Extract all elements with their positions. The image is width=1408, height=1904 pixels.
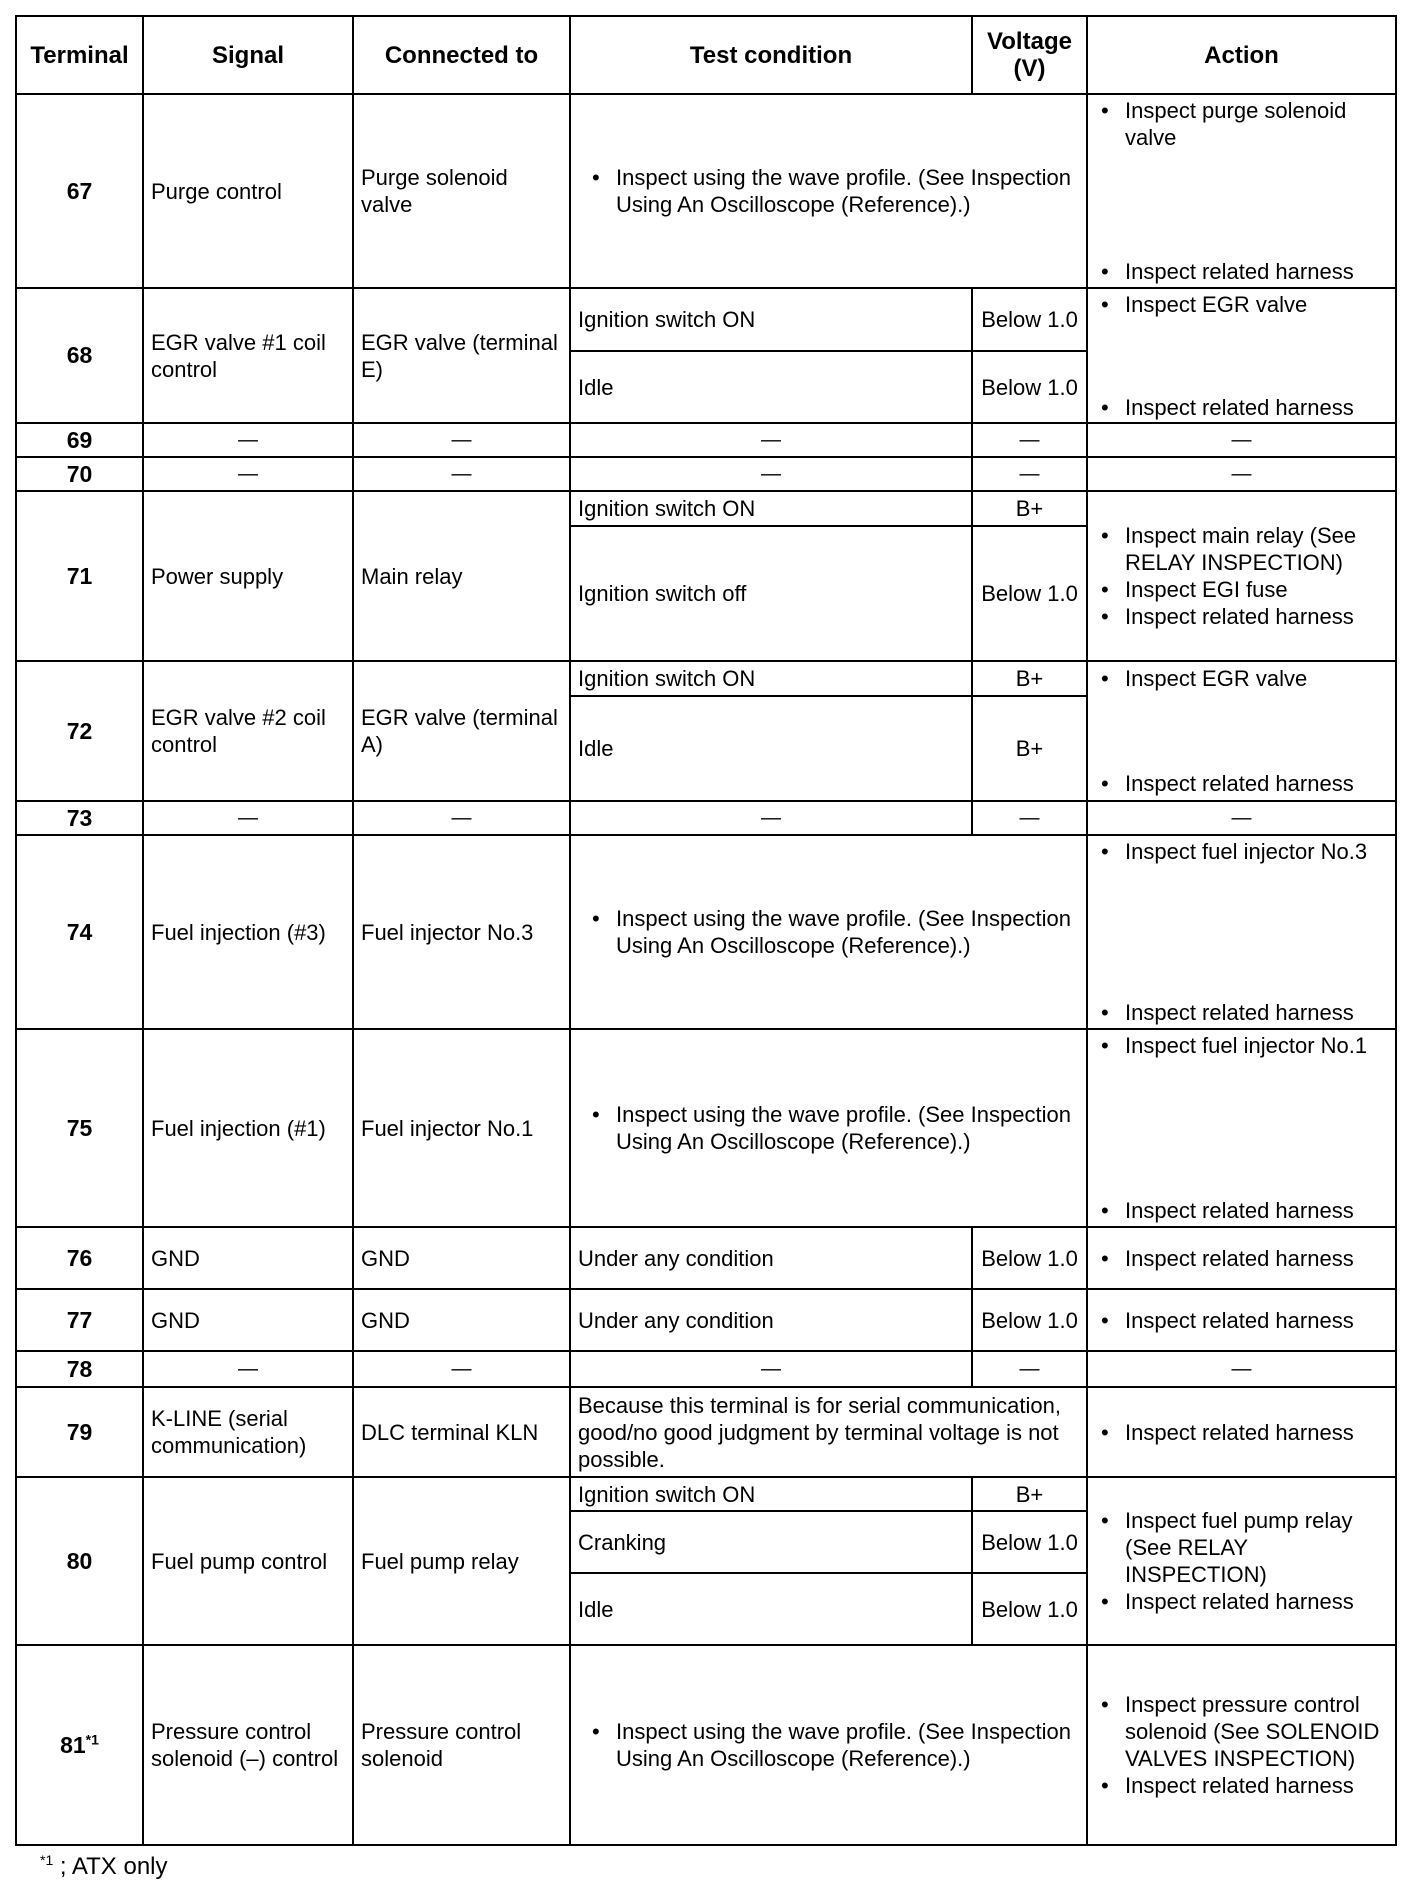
- action-item: • Inspect purge solenoid valve: [1095, 97, 1388, 151]
- test-condition-cell: —: [570, 423, 972, 457]
- test-condition-cell: Ignition switch off: [570, 526, 972, 661]
- footnote: [40, 1853, 168, 1881]
- action-list: [1095, 838, 1388, 1026]
- action-list: [1095, 97, 1388, 285]
- action-item: • Inspect fuel injector No.1: [1095, 1032, 1388, 1059]
- table-row: [16, 1029, 1396, 1227]
- table-row: [16, 1289, 1396, 1351]
- voltage-cell: B+: [972, 491, 1087, 526]
- header-signal: Signal: [143, 16, 353, 94]
- header-connected-to: Connected to: [353, 16, 570, 94]
- action-item: • Inspect related harness: [1095, 603, 1388, 630]
- signal-cell: —: [143, 423, 353, 457]
- test-condition-cell: Under any condition: [570, 1227, 972, 1289]
- table-row: [16, 423, 1396, 457]
- action-list: [1095, 1307, 1388, 1334]
- connected-cell: —: [353, 1351, 570, 1387]
- connected-cell: GND: [353, 1289, 570, 1351]
- test-condition-cell: Idle: [570, 351, 972, 423]
- test-condition-cell: [570, 1029, 1087, 1227]
- terminal-cell: [16, 1645, 143, 1845]
- action-cell: [1087, 1477, 1396, 1645]
- connected-cell: —: [353, 423, 570, 457]
- voltage-cell: Below 1.0: [972, 1289, 1087, 1351]
- connected-cell: —: [353, 801, 570, 835]
- terminal-cell: 70: [16, 457, 143, 491]
- test-condition-cell: Ignition switch ON: [570, 491, 972, 526]
- action-item: • Inspect fuel injector No.3: [1095, 838, 1388, 865]
- terminal-cell: 78: [16, 1351, 143, 1387]
- test-condition-cell: Idle: [570, 1573, 972, 1645]
- signal-cell: GND: [143, 1289, 353, 1351]
- voltage-cell: —: [972, 1351, 1087, 1387]
- terminal-cell: 80: [16, 1477, 143, 1645]
- action-cell: [1087, 94, 1396, 288]
- test-condition-cell: Under any condition: [570, 1289, 972, 1351]
- signal-cell: —: [143, 801, 353, 835]
- action-list: [1095, 665, 1388, 797]
- action-item: • Inspect related harness: [1095, 1197, 1388, 1224]
- action-list: [1095, 1419, 1388, 1446]
- voltage-cell: Below 1.0: [972, 1573, 1087, 1645]
- connected-cell: Fuel injector No.3: [353, 835, 570, 1029]
- action-list: [1095, 291, 1388, 421]
- connected-cell: GND: [353, 1227, 570, 1289]
- action-item: • Inspect EGI fuse: [1095, 576, 1388, 603]
- voltage-cell: Below 1.0: [972, 526, 1087, 661]
- signal-cell: K-LINE (serial communication): [143, 1387, 353, 1477]
- action-item: • Inspect related harness: [1095, 394, 1388, 421]
- action-cell: [1087, 491, 1396, 661]
- table-row: [16, 835, 1396, 1029]
- terminal-cell: 75: [16, 1029, 143, 1227]
- connected-cell: Purge solenoid valve: [353, 94, 570, 288]
- signal-cell: Purge control: [143, 94, 353, 288]
- test-condition-cell: —: [570, 457, 972, 491]
- signal-cell: Fuel injection (#1): [143, 1029, 353, 1227]
- wave-instruction: • Inspect using the wave profile. (See Inspection Using An Oscilloscope (Reference).): [578, 905, 1079, 959]
- signal-cell: GND: [143, 1227, 353, 1289]
- action-item: • Inspect related harness: [1095, 999, 1388, 1026]
- action-item: • Inspect related harness: [1095, 1588, 1388, 1615]
- test-condition-cell: Ignition switch ON: [570, 661, 972, 696]
- terminal-cell: 71: [16, 491, 143, 661]
- table-row: [16, 801, 1396, 835]
- action-list: [1095, 522, 1388, 630]
- connected-cell: Fuel injector No.1: [353, 1029, 570, 1227]
- test-condition-cell: —: [570, 1351, 972, 1387]
- terminal-cell: 76: [16, 1227, 143, 1289]
- terminal-cell: 77: [16, 1289, 143, 1351]
- action-cell: [1087, 1227, 1396, 1289]
- connected-cell: DLC terminal KLN: [353, 1387, 570, 1477]
- table-row: [16, 288, 1396, 351]
- header-test-condition: Test condition: [570, 16, 972, 94]
- terminal-cell: 67: [16, 94, 143, 288]
- header-terminal: Terminal: [16, 16, 143, 94]
- signal-cell: EGR valve #1 coil control: [143, 288, 353, 423]
- signal-cell: Power supply: [143, 491, 353, 661]
- test-condition-cell: [570, 94, 1087, 288]
- action-cell: [1087, 1645, 1396, 1845]
- action-item: • Inspect pressure control solenoid (See SOLENOID VALVES INSPECTION): [1095, 1691, 1388, 1772]
- action-item: • Inspect fuel pump relay (See RELAY INSPECTION): [1095, 1507, 1388, 1588]
- action-list: [1095, 1032, 1388, 1224]
- voltage-cell: B+: [972, 1477, 1087, 1511]
- terminal-cell: 72: [16, 661, 143, 801]
- signal-cell: Fuel pump control: [143, 1477, 353, 1645]
- table-row: [16, 661, 1396, 696]
- test-condition-cell: Idle: [570, 696, 972, 801]
- table-row: [16, 491, 1396, 526]
- signal-cell: EGR valve #2 coil control: [143, 661, 353, 801]
- action-list: [1095, 1691, 1388, 1799]
- voltage-cell: Below 1.0: [972, 1227, 1087, 1289]
- voltage-cell: Below 1.0: [972, 351, 1087, 423]
- terminal-cell: 73: [16, 801, 143, 835]
- signal-cell: Fuel injection (#3): [143, 835, 353, 1029]
- test-condition-cell: Cranking: [570, 1511, 972, 1573]
- header-voltage: Voltage (V): [972, 16, 1087, 94]
- footnote-mark: *1: [40, 1852, 54, 1868]
- action-cell: —: [1087, 423, 1396, 457]
- action-cell: [1087, 1289, 1396, 1351]
- header-row: [16, 16, 1396, 94]
- action-item: • Inspect related harness: [1095, 1772, 1388, 1799]
- table-row: [16, 94, 1396, 288]
- action-cell: [1087, 1387, 1396, 1477]
- terminal-cell: 69: [16, 423, 143, 457]
- action-cell: [1087, 1029, 1396, 1227]
- action-cell: —: [1087, 801, 1396, 835]
- test-condition-cell: [570, 1645, 1087, 1845]
- voltage-cell: B+: [972, 696, 1087, 801]
- signal-cell: Pressure control solenoid (–) control: [143, 1645, 353, 1845]
- table-row: [16, 457, 1396, 491]
- action-item: • Inspect EGR valve: [1095, 291, 1388, 318]
- action-list: [1095, 1245, 1388, 1272]
- table-row: [16, 1477, 1396, 1511]
- action-item: • Inspect related harness: [1095, 1307, 1388, 1334]
- wave-instruction: • Inspect using the wave profile. (See Inspection Using An Oscilloscope (Reference).): [578, 1718, 1079, 1772]
- signal-cell: —: [143, 457, 353, 491]
- connected-cell: Fuel pump relay: [353, 1477, 570, 1645]
- footnote-text: ; ATX only: [59, 1853, 168, 1880]
- action-cell: [1087, 835, 1396, 1029]
- action-cell: [1087, 288, 1396, 423]
- terminal-spec-table: [15, 15, 1397, 1846]
- connected-cell: EGR valve (terminal A): [353, 661, 570, 801]
- connected-cell: Main relay: [353, 491, 570, 661]
- table-row: [16, 1351, 1396, 1387]
- table-row: [16, 1387, 1396, 1477]
- test-condition-cell: Because this terminal is for serial communication, good/no good judgment by terminal voltage is not possible.: [570, 1387, 1087, 1477]
- action-item: • Inspect related harness: [1095, 258, 1388, 285]
- action-item: • Inspect EGR valve: [1095, 665, 1388, 692]
- connected-cell: —: [353, 457, 570, 491]
- action-cell: [1087, 661, 1396, 801]
- connected-cell: EGR valve (terminal E): [353, 288, 570, 423]
- voltage-cell: Below 1.0: [972, 1511, 1087, 1573]
- terminal-cell: 79: [16, 1387, 143, 1477]
- action-cell: —: [1087, 1351, 1396, 1387]
- connected-cell: Pressure control solenoid: [353, 1645, 570, 1845]
- wave-instruction: • Inspect using the wave profile. (See Inspection Using An Oscilloscope (Reference).): [578, 164, 1079, 218]
- voltage-cell: Below 1.0: [972, 288, 1087, 351]
- action-item: • Inspect related harness: [1095, 1245, 1388, 1272]
- voltage-cell: —: [972, 423, 1087, 457]
- terminal-number: 81: [60, 1731, 86, 1758]
- action-item: • Inspect related harness: [1095, 1419, 1388, 1446]
- terminal-cell: 74: [16, 835, 143, 1029]
- action-cell: —: [1087, 457, 1396, 491]
- terminal-cell: 68: [16, 288, 143, 423]
- test-condition-cell: Ignition switch ON: [570, 1477, 972, 1511]
- signal-cell: —: [143, 1351, 353, 1387]
- wave-instruction: • Inspect using the wave profile. (See Inspection Using An Oscilloscope (Reference).): [578, 1101, 1079, 1155]
- table-row: [16, 1645, 1396, 1845]
- test-condition-cell: [570, 835, 1087, 1029]
- action-list: [1095, 1507, 1388, 1615]
- voltage-cell: —: [972, 457, 1087, 491]
- voltage-cell: —: [972, 801, 1087, 835]
- action-item: • Inspect main relay (See RELAY INSPECTION): [1095, 522, 1388, 576]
- header-action: Action: [1087, 16, 1396, 94]
- action-item: • Inspect related harness: [1095, 770, 1388, 797]
- test-condition-cell: —: [570, 801, 972, 835]
- test-condition-cell: Ignition switch ON: [570, 288, 972, 351]
- table-row: [16, 1227, 1396, 1289]
- footnote-marker: *1: [85, 1730, 99, 1747]
- voltage-cell: B+: [972, 661, 1087, 696]
